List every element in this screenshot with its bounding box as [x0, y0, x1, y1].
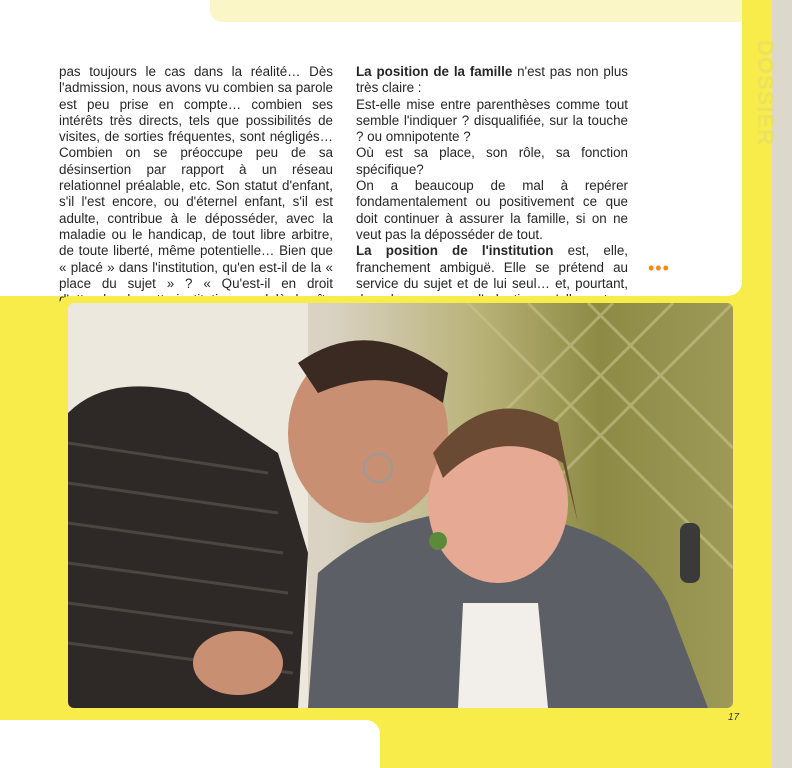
man-hands [193, 631, 283, 695]
institution-heading: La position de l'institution [356, 243, 554, 259]
top-tab-shape [210, 0, 742, 22]
bottom-white-strip [0, 720, 380, 768]
famille-text-4: On a beaucoup de mal à repérer fondamentalement ou positivement ce que doit continuer à assurer la famille, si on ne veut pas la déposséder de tout. [356, 178, 628, 242]
wheelchair-handle [680, 523, 700, 583]
famille-paragraph [356, 64, 628, 97]
institution-text: est, elle, franchement ambiguë. Elle se prétend au service du sujet et de lui seul… et, pourtant, [356, 243, 628, 291]
girl-shirt [458, 603, 548, 708]
continuation-dots: ••• [648, 258, 670, 278]
famille-text-1: n'est pas non plus très claire : [356, 64, 628, 96]
photo-illustration [68, 303, 733, 708]
famille-heading: La position de la famille [356, 64, 513, 79]
section-label: DOSSIER [753, 40, 778, 147]
page-number: 17 [728, 712, 740, 723]
photo [68, 303, 733, 708]
left-paragraph: pas toujours le cas dans la réalité… Dès l'admission, nous avons vu combien sa parole est peu prise en compte… combien ses intérêts très directs, tels que possibilités de visites, de sorties fréquentes, sont négligés… Combien on se préoccupe peu de sa désinsertion par rapport à un réseau relationnel préalable, etc. Son statut d'enfant, s'il l'est encore, ou d'éternel enfant, s'il est adulte, contribue à le déposséder, avec la maladie ou le handicap, de tout libre arbitre, de toute liberté, même potentielle… Bien que « placé » dans l'institution, qu'en est-il de la « place du sujet » ? « Qu'est-il en droit [59, 64, 333, 291]
food-on-fork [429, 532, 447, 550]
famille-text-2: Est-elle mise entre parenthèses comme tout semble l'indiquer ? disqualifiée, sur la touche ? ou omnipotente ? [356, 96, 628, 145]
famille-text-3: Où est sa place, son rôle, sa fonction spécifique? [356, 145, 628, 177]
